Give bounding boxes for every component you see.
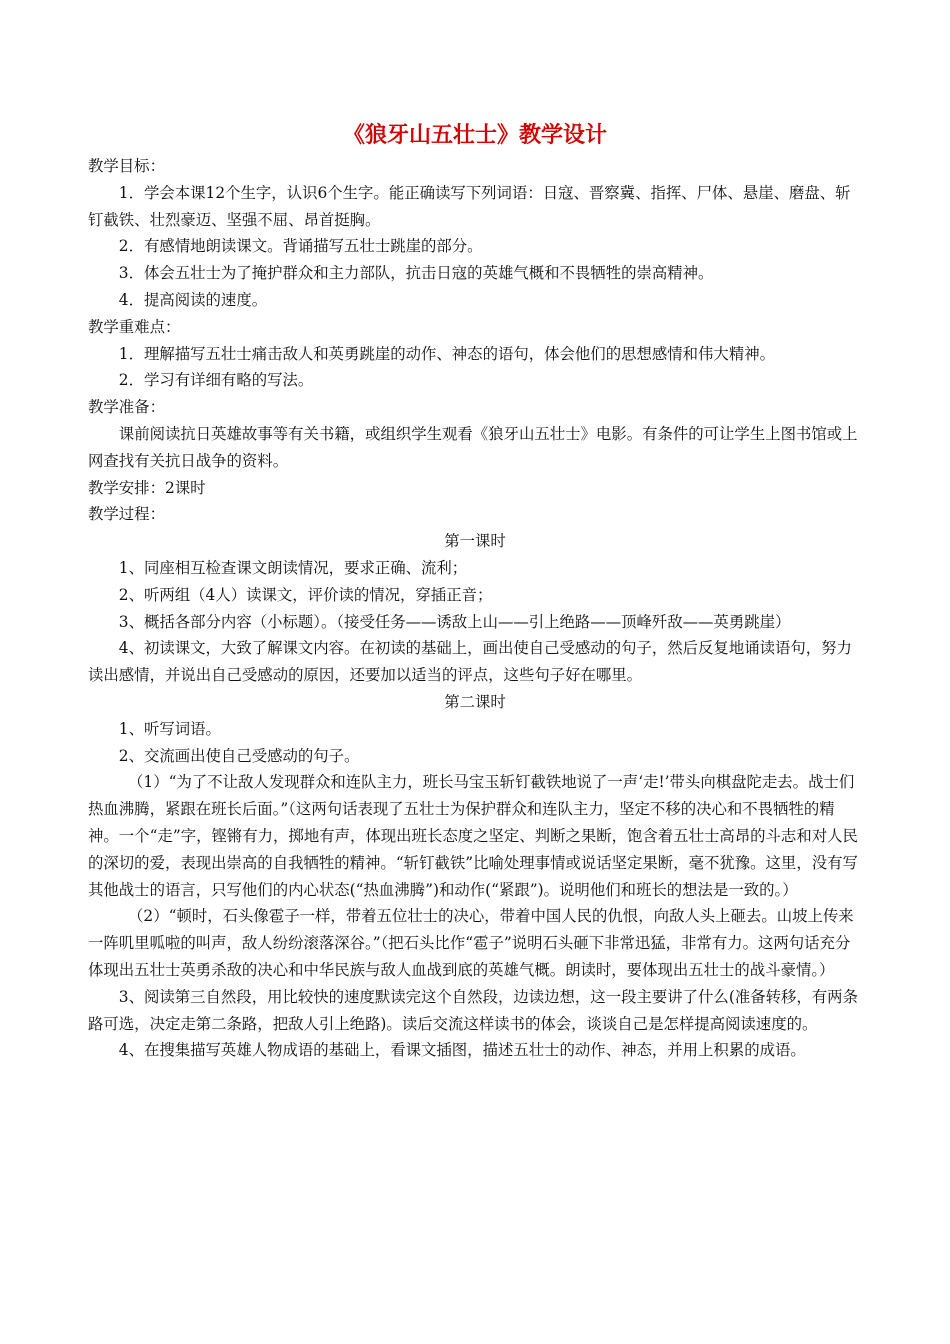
document-body [88,153,862,1064]
quote-paragraph-2: （2）“顿时，石头像雹子一样，带着五位壮士的决心，带着中国人民的仇恨，向敌人头上砸去。山坡上传来一阵叽里呱啦的叫声，敌人纷纷滚落深谷。”（把石头比作“雹子”说明石头砸下非常迅猛，非常有力。这两句话充分体现出五壮士英勇杀敌的决心和中华民族与敌人血战到底的英雄气概。朗读时，要体现出五壮士的战斗豪情。） [88,907,854,979]
lesson-one-item: 1、同座相互检查课文朗读情况，要求正确、流利； [118,558,468,577]
lesson-one-item: 3、概括各部分内容（小标题）。（接受任务——诱敌上山——引上绝路——顶峰歼敌——英勇跳崖） [118,612,791,631]
objective-item: 3．体会五壮士为了掩护群众和主力部队，抗击日寇的英雄气概和不畏牺牲的崇高精神。 [118,264,714,283]
section-heading-schedule: 教学安排：2课时 [88,478,206,497]
objective-item: 1．学会本课12个生字，认识6个生字。能正确读写下列词语：日寇、晋察冀、指挥、尸体、悬崖、磨盘、斩钉截铁、壮烈豪迈、坚强不屈、昂首挺胸。 [88,183,851,229]
section-heading-preparation: 教学准备： [88,398,165,417]
preparation-text: 课前阅读抗日英雄故事等有关书籍，或组织学生观看《狼牙山五壮士》电影。有条件的可让学生上图书馆或上网查找有关抗日战争的资料。 [88,424,858,470]
lesson-two-item: 3、阅读第三自然段，用比较快的速度默读完这个自然段，边读边想，这一段主要讲了什么(准备转移，有两条路可选，决定走第二条路，把敌人引上绝路)。读后交流这样读书的体会，谈谈自己是怎样提高阅读速度的。 [88,987,858,1033]
quote-paragraph-1: （1）“为了不让敌人发现群众和连队主力，班长马宝玉斩钉截铁地说了一声‘走!’带头向棋盘陀走去。战士们热血沸腾，紧跟在班长后面。”（这两句话表现了五壮士为保护群众和连队主力，坚定不移的决心和不畏牺牲的精神。一个“走”字，铿锵有力，掷地有声，体现出班长态度之坚定、判断之果断，饱含着五壮士高昂的斗志和对人民的深切的爱，表现出崇高的自我牺牲的精神。“斩钉截铁”比喻处理事情或说话坚定果断，毫不犹豫。这里，没有写其他战士的语言，只写他们的内心状态(“热血沸腾”)和动作(“紧跟”)。说明他们和班长的想法是一致的。） [88,773,858,899]
lesson-two-item: 1、听写词语。 [118,719,221,738]
section-heading-objectives: 教学目标： [88,157,165,175]
key-point-item: 1．理解描写五壮士痛击敌人和英勇跳崖的动作、神态的语句，体会他们的思想感情和伟大精神。 [118,344,775,363]
lesson-two-item: 2、交流画出使自己受感动的句子。 [118,746,360,765]
objective-item: 2．有感情地朗读课文。背诵描写五壮士跳崖的部分。 [118,237,483,256]
lesson-two-item: 4、在搜集描写英雄人物成语的基础上，看课文插图，描述五壮士的动作、神态，并用上积累的成语。 [118,1041,806,1060]
key-point-item: 2．学习有详细有略的写法。 [118,371,314,390]
lesson-one-item: 2、听两组（4人）读课文，评价读的情况，穿插正音； [118,585,493,604]
lesson-one-title: 第一课时 [444,532,506,551]
lesson-one-item: 4、初读课文，大致了解课文内容。在初读的基础上，画出使自己受感动的句子，然后反复地诵读语句，努力读出感情，并说出自己受感动的原因，还要加以适当的评点，这些句子好在哪里。 [88,639,852,685]
section-heading-process: 教学过程： [88,505,165,524]
lesson-two-title: 第二课时 [444,692,506,711]
document-title: 《狼牙山五壮士》教学设计 [342,123,607,148]
section-heading-key-points: 教学重难点： [88,317,181,336]
objective-item: 4．提高阅读的速度。 [118,290,268,309]
